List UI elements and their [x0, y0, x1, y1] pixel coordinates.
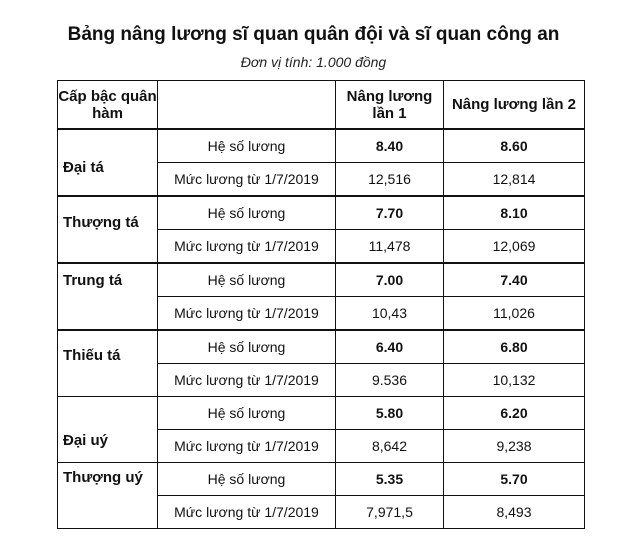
header-raise-2: Nâng lương lần 2: [444, 81, 585, 130]
coef-raise-1: 6.40: [336, 330, 444, 364]
coef-label: Hệ số lương: [158, 263, 336, 297]
salary-raise-1: 8,642: [336, 430, 444, 463]
coef-raise-1: 5.35: [336, 463, 444, 496]
rank-cell: Đại uý: [58, 397, 158, 463]
table-row: [58, 263, 585, 297]
coef-raise-2: 8.10: [444, 196, 585, 230]
salary-label: Mức lương từ 1/7/2019: [158, 496, 336, 529]
coef-label: Hệ số lương: [158, 463, 336, 496]
page-title: Bảng nâng lương sĩ quan quân đội và sĩ quan công an: [67, 24, 560, 45]
rank-cell: Đại tá: [58, 129, 158, 196]
salary-label: Mức lương từ 1/7/2019: [158, 230, 336, 264]
coef-raise-2: 6.80: [444, 330, 585, 364]
coef-label: Hệ số lương: [158, 196, 336, 230]
coef-raise-1: 7.00: [336, 263, 444, 297]
coef-raise-2: 7.40: [444, 263, 585, 297]
rank-cell: Thượng tá: [58, 196, 158, 263]
salary-label: Mức lương từ 1/7/2019: [158, 430, 336, 463]
salary-raise-1: 9.536: [336, 364, 444, 397]
salary-raise-2: 12,814: [444, 163, 585, 197]
salary-raise-2: 10,132: [444, 364, 585, 397]
salary-raise-1: 10,43: [336, 297, 444, 331]
coef-label: Hệ số lương: [158, 129, 336, 163]
coef-raise-2: 6.20: [444, 397, 585, 430]
coef-raise-1: 8.40: [336, 129, 444, 163]
table-row: [58, 196, 585, 230]
salary-label: Mức lương từ 1/7/2019: [158, 364, 336, 397]
rank-cell: Thượng uý: [58, 463, 158, 529]
salary-label: Mức lương từ 1/7/2019: [158, 163, 336, 197]
salary-raise-1: 11,478: [336, 230, 444, 264]
table-row: [58, 463, 585, 496]
salary-raise-1: 12,516: [336, 163, 444, 197]
coef-raise-2: 5.70: [444, 463, 585, 496]
coef-label: Hệ số lương: [158, 397, 336, 430]
rank-cell: Thiếu tá: [58, 330, 158, 397]
table-row: [58, 330, 585, 364]
salary-raise-2: 11,026: [444, 297, 585, 331]
header-item: [158, 81, 336, 130]
unit-note: Đơn vị tính: 1.000 đồng: [240, 54, 387, 70]
salary-raise-2: 8,493: [444, 496, 585, 529]
coef-raise-1: 5.80: [336, 397, 444, 430]
salary-raise-1: 7,971,5: [336, 496, 444, 529]
header-row: [58, 81, 585, 130]
table-row: [58, 397, 585, 430]
salary-raise-2: 9,238: [444, 430, 585, 463]
coef-raise-1: 7.70: [336, 196, 444, 230]
salary-label: Mức lương từ 1/7/2019: [158, 297, 336, 331]
rank-cell: Trung tá: [58, 263, 158, 330]
table-row: [58, 129, 585, 163]
header-raise-1: Nâng lương lần 1: [336, 81, 444, 130]
coef-raise-2: 8.60: [444, 129, 585, 163]
header-rank: Cấp bậc quân hàm: [58, 81, 158, 130]
salary-table: [57, 80, 585, 529]
salary-raise-2: 12,069: [444, 230, 585, 264]
coef-label: Hệ số lương: [158, 330, 336, 364]
